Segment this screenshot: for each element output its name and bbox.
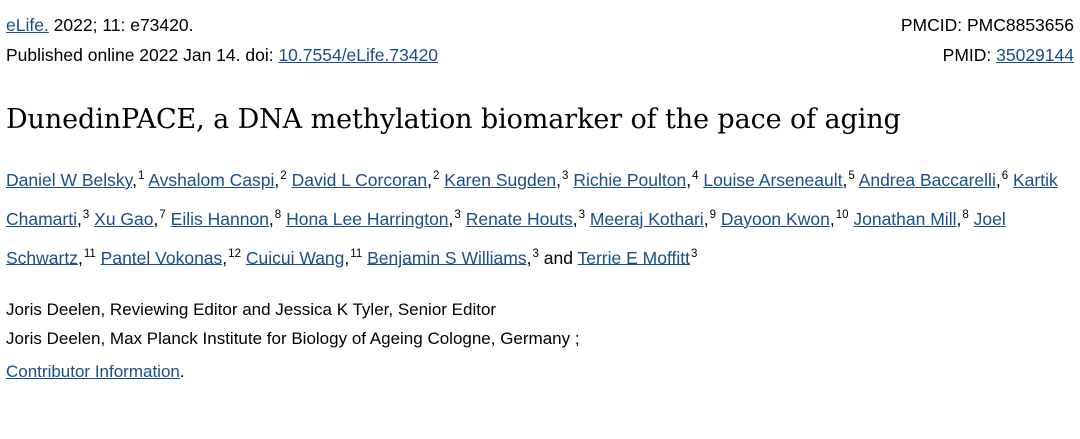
author-separator: , [77, 208, 82, 229]
journal-citation-rest: 2022; 11: e73420. [48, 15, 194, 35]
author-separator: , [995, 169, 1001, 190]
author-link[interactable]: Jonathan Mill [853, 208, 957, 229]
author-affiliation-marker: 11 [350, 247, 363, 260]
author-separator: , [572, 208, 578, 229]
author-separator: , [153, 208, 159, 229]
author-separator: , [448, 208, 454, 229]
author-affiliation-marker: 11 [83, 247, 96, 260]
author-link[interactable]: Louise Arseneault [703, 169, 843, 190]
author-link[interactable]: Dayoon Kwon [720, 208, 830, 229]
author-link[interactable]: Daniel W Belsky [6, 169, 133, 190]
pmid-link[interactable]: 35029144 [996, 45, 1074, 65]
author-separator: , [526, 247, 532, 268]
page-title: DunedinPACE, a DNA methylation biomarker of the pace of aging [6, 104, 901, 135]
author-link[interactable]: Cuicui Wang [245, 247, 345, 268]
journal-citation [6, 10, 193, 40]
author-separator: , [268, 208, 274, 229]
author-link[interactable]: Meeraj Kothari [589, 208, 704, 229]
citation-line-1 [6, 10, 1074, 40]
author-link[interactable]: Avshalom Caspi [148, 169, 275, 190]
pmid-block [943, 40, 1074, 70]
author-separator: , [427, 169, 432, 190]
author-affiliation-marker: 6 [1001, 170, 1009, 182]
pmcid-text: PMCID: PMC8853656 [900, 15, 1074, 35]
reviewing-editor-line: Joris Deelen, Reviewing Editor and Jessica K Tyler, Senior Editor [6, 300, 497, 320]
author-affiliation-marker: 3 [532, 247, 539, 260]
author-affiliation-marker: 3 [562, 170, 569, 182]
author-link[interactable]: Xu Gao [94, 208, 154, 229]
author-affiliation-marker: 4 [692, 170, 699, 182]
author-link[interactable]: Pantel Vokonas [100, 247, 223, 268]
author-affiliation-marker: 9 [709, 208, 716, 221]
author-separator: , [274, 169, 280, 190]
author-affiliation-marker: 3 [691, 247, 698, 260]
author-link[interactable]: Andrea Baccarelli [858, 169, 996, 190]
author-link[interactable]: Joel Schwartz [6, 208, 1006, 268]
author-conjunction: and [543, 247, 578, 268]
pmid-label: PMID: [942, 45, 997, 65]
author-separator: , [829, 208, 835, 229]
author-link[interactable]: Hona Lee Harrington [286, 208, 449, 229]
author-affiliation-marker: 1 [137, 170, 145, 182]
author-separator: , [222, 247, 228, 268]
citation-line-2 [6, 40, 1074, 70]
doi-link[interactable]: 10.7554/eLife.73420 [278, 45, 439, 65]
author-separator: , [703, 208, 709, 229]
author-link[interactable]: Kartik Chamarti [6, 169, 1058, 229]
author-affiliation-marker: 3 [82, 208, 90, 221]
author-link[interactable]: Eilis Hannon [170, 208, 269, 229]
editor-block [6, 295, 1074, 353]
author-affiliation-marker: 3 [578, 208, 585, 221]
author-affiliation-marker: 3 [454, 208, 461, 221]
author-affiliation-marker: 5 [848, 170, 855, 182]
author-link[interactable]: Renate Houts [465, 208, 573, 229]
author-link[interactable]: Richie Poulton [573, 169, 687, 190]
publication-date [6, 40, 438, 70]
author-link[interactable]: David L Corcoran [291, 169, 428, 190]
author-link[interactable]: Terrie E Moffitt [577, 247, 690, 268]
author-separator: , [77, 247, 83, 268]
author-separator: , [842, 169, 848, 190]
author-separator: , [132, 169, 137, 190]
contributor-information-link[interactable]: Contributor Information [6, 362, 180, 382]
contributor-information [6, 357, 1074, 386]
journal-link[interactable]: eLife. [6, 15, 49, 35]
author-affiliation-marker: 8 [962, 208, 969, 221]
author-affiliation-marker: 12 [228, 247, 241, 260]
author-affiliation-marker: 2 [432, 170, 440, 182]
author-list [6, 159, 1074, 275]
author-affiliation-marker: 2 [280, 170, 287, 182]
author-separator: , [344, 247, 350, 268]
author-link[interactable]: Karen Sugden [444, 169, 557, 190]
editor-affiliation-line: Joris Deelen, Max Planck Institute for Biology of Ageing Cologne, Germany ; [6, 329, 580, 349]
author-affiliation-marker: 10 [835, 208, 849, 221]
author-separator: , [956, 208, 962, 229]
published-online-label: Published online 2022 Jan 14. doi: [6, 45, 279, 65]
author-link[interactable]: Benjamin S Williams [367, 247, 527, 268]
author-affiliation-marker: 8 [274, 208, 282, 221]
contributor-information-period: . [179, 362, 185, 382]
author-separator: , [686, 169, 692, 190]
author-separator: , [556, 169, 562, 190]
author-affiliation-marker: 7 [159, 208, 166, 221]
